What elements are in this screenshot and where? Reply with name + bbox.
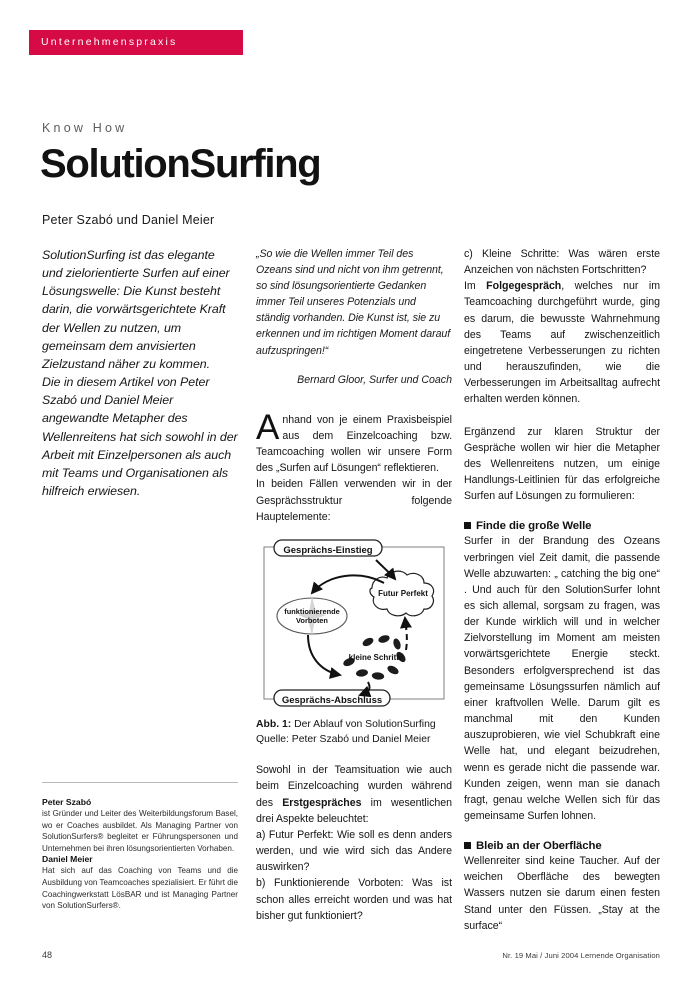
section-banner-label: Unternehmenspraxis	[41, 36, 178, 48]
author-bios	[42, 782, 238, 912]
bio-name: Peter Szabó	[42, 797, 92, 807]
figure-label-steps: kleine Schritte	[348, 652, 404, 662]
aspect-item-b: b) Funktionierende Vorboten: Was ist schon alles erreicht worden und was hat bisher gut funktioniert?	[256, 877, 452, 922]
erstgespraech-paragraph	[256, 762, 452, 827]
figure-caption	[256, 717, 452, 747]
aspect-item-a: a) Futur Perfekt: Wie soll es denn anders werden, und wie wird sich das Andere auswirken?	[256, 828, 452, 874]
lead-paragraph-1: SolutionSurfing ist das elegante und zielorientierte Surfen auf einer Lösungswelle: Die Kunst besteht darin, die vorwärtsgerichtete Kraft der Wellen zu nutzen, um gemeinsam dem anvisierten Zielzustand näher zu kommen.	[42, 248, 230, 371]
folgegespraech-text-a: Im	[464, 280, 487, 293]
oberflaeche-paragraph: Wellenreiter sind keine Taucher. Auf der weichen Oberfläche des bewegten Wassers nutzen sie darum einen festen Stand unter den Füssen. „Stay at the surface“	[464, 855, 660, 932]
welle-paragraph: Surfer in der Brandung des Ozeans verbringen viel Zeit damit, die passende Welle abzuwarten: „ catching the big one“ . Und auch für den SolutionSurfer lohnt es sich allemal, sorgsam zu fragen, was der Kunde wirklich will und in welcher Zielvorstellung im Moment am meisten vorwärtsgerichtete Energie steckt. Besonders erfolgversprechend ist das gemeinsame Lösungssurfen nämlich auf einer kraftvollen Welle. Darum gilt es manchmal mit den Kunden auszuprobieren, wie viel Schubkraft eine Welle hat, und elegant beizudrehen, wenn es gerade nicht die passende war. Kunden zeigen, wenn man sie danach fragt, genau welche Wellen sich für das gemeinsame Surfen lohnen.	[464, 535, 660, 822]
bio-name: Daniel Meier	[42, 854, 93, 865]
ergaenzend-paragraph: Ergänzend zur klaren Struktur der Gespräche wollen wir hier die Metapher des Wellenreitens nutzen, um einige Handlungs-Leitlinien für das erfolgreiche Surfen auf Lösungen zu formulieren:	[464, 425, 660, 503]
intro-paragraph	[256, 407, 452, 477]
footer-issue-info: Nr. 19 Mai / Juni 2004 Lernende Organisation	[502, 951, 660, 960]
bio-text: ist Gründer und Leiter des Weiterbildungsforum Basel, wo er Coaches ausbildet. Als Managing Partner von SolutionSurfers® begleitet er Führungspersonen und Unternehmen bei ihren lösungsorientierten Vorhaben.	[42, 809, 238, 853]
subhead-bleib-an-der-oberflaeche	[464, 840, 660, 852]
erstgespraech-bold: Erstgespräches	[282, 796, 362, 809]
column-1	[42, 246, 238, 500]
figure-caption-source: Quelle: Peter Szabó und Daniel Meier	[256, 734, 431, 746]
lead-text	[42, 246, 238, 500]
drop-cap: A	[256, 407, 280, 447]
figure-label-top: Gesprächs-Einstieg	[283, 544, 373, 556]
erstgespraech-text-b: im wesentlichen drei Aspekte beleuchtet:	[256, 796, 452, 825]
subhead-finde-die-grosse-welle	[464, 520, 660, 532]
intro-paragraph-2: In beiden Fällen verwenden wir in der Gesprächsstruktur folgende Hauptelemente:	[256, 478, 452, 523]
figure-solutionsurfing	[256, 538, 452, 747]
subhead-1-label: Finde die große Welle	[476, 520, 592, 533]
lead-paragraph-2: Die in diesem Artikel von Peter Szabó und Daniel Meier angewandte Metapher des Wellenreitens hat sich sowohl in der Arbeit mit Einzelpersonen als auch mit Teams und Organisationen als hilfreich erwiesen.	[42, 375, 238, 499]
article-kicker: Know How	[42, 121, 128, 135]
bio-text: Hat sich auf das Coaching von Teams und die Ausbildung von Teamcoaches spezialisiert. Er führt die Coachingwerkstatt LösBAR und ist Managing Partner von SolutionSurfers®.	[42, 866, 239, 911]
intro-paragraph-text: nhand von je einem Praxisbeispiel aus dem Einzelcoaching bzw. Teamcoaching wollen wir unsere Form des „Surfen auf Lösungen“ reflektieren.	[256, 413, 452, 475]
article-byline: Peter Szabó und Daniel Meier	[42, 213, 215, 227]
bio-divider	[42, 782, 238, 783]
folgegespraech-paragraph	[464, 278, 660, 407]
bio-entry	[42, 797, 238, 854]
figure-label-ellipse-line1: funktionierende	[284, 606, 340, 616]
column-3	[464, 246, 660, 934]
page-title: SolutionSurfing	[40, 142, 321, 186]
figure-label-cloud: Futur Perfekt	[378, 588, 428, 598]
figure-caption-text: Der Ablauf von SolutionSurfing	[291, 718, 436, 730]
folgegespraech-bold: Folgegespräch	[486, 280, 562, 293]
square-bullet-icon	[464, 842, 471, 849]
aspect-item-c: c) Kleine Schritte: Was wären erste Anzeichen von nächsten Fortschritten?	[464, 248, 660, 277]
pull-quote-attribution: Bernard Gloor, Surfer und Coach	[297, 373, 452, 386]
subhead-2-label: Bleib an der Oberfläche	[476, 840, 602, 853]
figure-caption-label: Abb. 1:	[256, 718, 292, 730]
column-2	[256, 246, 452, 924]
bio-entry	[42, 854, 238, 911]
section-banner	[29, 30, 243, 55]
erstgespraech-text-a: Sowohl in der Teamsituation wie auch beim Einzelcoaching wurden während des	[256, 764, 452, 809]
folgegespraech-text-b: , welches nur im Teamcoaching durchgeführt wurde, ging es darum, die bewusste Wahrnehmung des Teams auf zwischenzeitlich eingetretene Verbesserungen zu richten und herauszufinden, wie die Verbesserungen im Arbeitsalltag aufrecht erhalten werden können.	[464, 280, 661, 406]
pull-quote: „So wie die Wellen immer Teil des Ozeans sind und nicht von ihm getrennt, so sind lösungsorientierte Gedanken immer Teil unseres Potenzials und ständig vorhanden. Die Kunst ist, sie zu erkennen und im richtigen Moment darauf aufzuspringen!“	[256, 248, 451, 357]
square-bullet-icon	[464, 522, 471, 529]
figure-label-bottom: Gesprächs-Abschluss	[281, 694, 383, 706]
footer-page-number: 48	[42, 950, 53, 960]
figure-label-ellipse-line2: Vorboten	[296, 615, 328, 625]
